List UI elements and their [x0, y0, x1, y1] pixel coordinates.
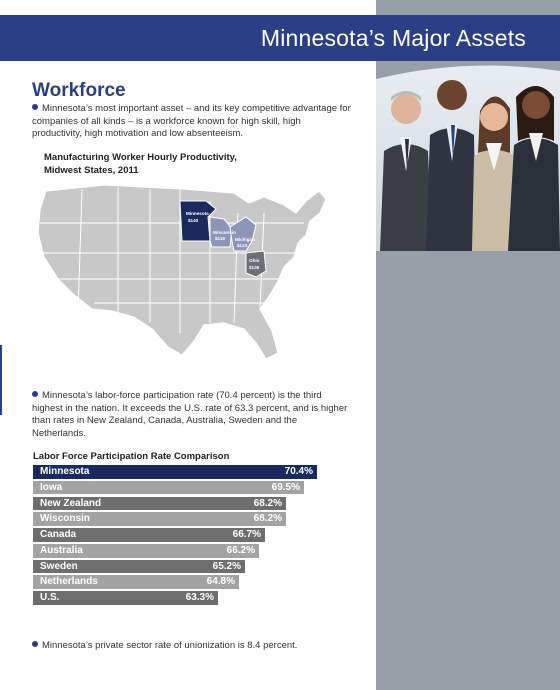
- business-people-photo: [376, 61, 560, 251]
- map-value-wisconsin: $118: [215, 236, 225, 241]
- bar-label: Netherlands: [40, 576, 98, 588]
- bar-canada: [33, 528, 265, 542]
- bar-label: Wisconsin: [40, 513, 90, 525]
- bullet-icon: [32, 391, 38, 397]
- intro-text: Minnesota’s most important asset – and its key competitive advantage for companies of all kinds – is a workforce known for high skill, high productivity, high motivation and low absenteeism.: [32, 103, 351, 139]
- section-title: Workforce: [32, 80, 126, 101]
- bar-sweden: [33, 560, 245, 574]
- map-caption: [44, 152, 284, 177]
- bar-new-zealand: [33, 497, 286, 511]
- union-paragraph: [32, 640, 352, 653]
- bar-australia: [33, 544, 259, 558]
- bar-label: Sweden: [40, 560, 78, 572]
- bar-value-label: 66.2%: [226, 544, 255, 556]
- participation-text: Minnesota’s labor-force participation rate (70.4 percent) is the third highest in the nation. It exceeds the U.S. rate of 63.3 percent, and is higher than rates in New Zealand, Canada, Australia, Sweden and the Netherlands.: [32, 390, 348, 439]
- bar-label: U.S.: [40, 592, 60, 604]
- bar-netherlands: [33, 575, 239, 589]
- state-ohio: [246, 251, 266, 277]
- header-bar: [0, 15, 560, 61]
- bar-label: New Zealand: [40, 497, 102, 509]
- bar-label: Minnesota: [40, 466, 90, 477]
- bar-minnesota: [33, 465, 317, 479]
- bar-label: Iowa: [40, 481, 63, 493]
- map-caption-line2: Midwest States, 2011: [44, 164, 139, 176]
- bullet-icon: [32, 104, 38, 110]
- us-map: [34, 183, 334, 363]
- bar-value-label: 65.2%: [212, 560, 241, 572]
- map-value-minnesota: $140: [188, 218, 199, 223]
- bar-value-label: 68.2%: [253, 513, 282, 525]
- map-label-wisconsin: Wisconsin: [213, 230, 236, 235]
- chart-title: Labor Force Participation Rate Comparison: [33, 451, 230, 462]
- bar-wisconsin: [33, 512, 286, 526]
- map-value-michigan: $124: [237, 243, 248, 248]
- bar-value-label: 63.3%: [185, 592, 214, 604]
- map-label-minnesota: Minnesota: [186, 211, 209, 216]
- bar-value-label: 68.2%: [253, 497, 282, 509]
- left-edge-mark: [0, 345, 2, 415]
- map-value-ohio: $136: [249, 265, 260, 270]
- bar-label: Australia: [40, 544, 83, 556]
- bar-value-label: 70.4%: [284, 466, 313, 477]
- page-title: Minnesota’s Major Assets: [260, 24, 526, 51]
- bar-value-label: 69.5%: [271, 481, 300, 493]
- bar-value-label: 64.8%: [206, 576, 235, 588]
- map-caption-line1: Manufacturing Worker Hourly Productivity,: [44, 152, 237, 163]
- map-label-ohio: Ohio: [249, 258, 260, 263]
- union-text: Minnesota’s private sector rate of unionization is 8.4 percent.: [42, 640, 298, 651]
- bullet-icon: [32, 641, 38, 647]
- bar-label: Canada: [40, 529, 77, 541]
- participation-bar-chart: [33, 465, 333, 607]
- map-label-michigan: Michigan: [235, 237, 255, 242]
- intro-paragraph: [32, 103, 352, 141]
- bar-iowa: [33, 481, 304, 495]
- participation-paragraph: [32, 390, 352, 440]
- bar-value-label: 66.7%: [232, 529, 261, 541]
- bar-u-s: [33, 591, 218, 605]
